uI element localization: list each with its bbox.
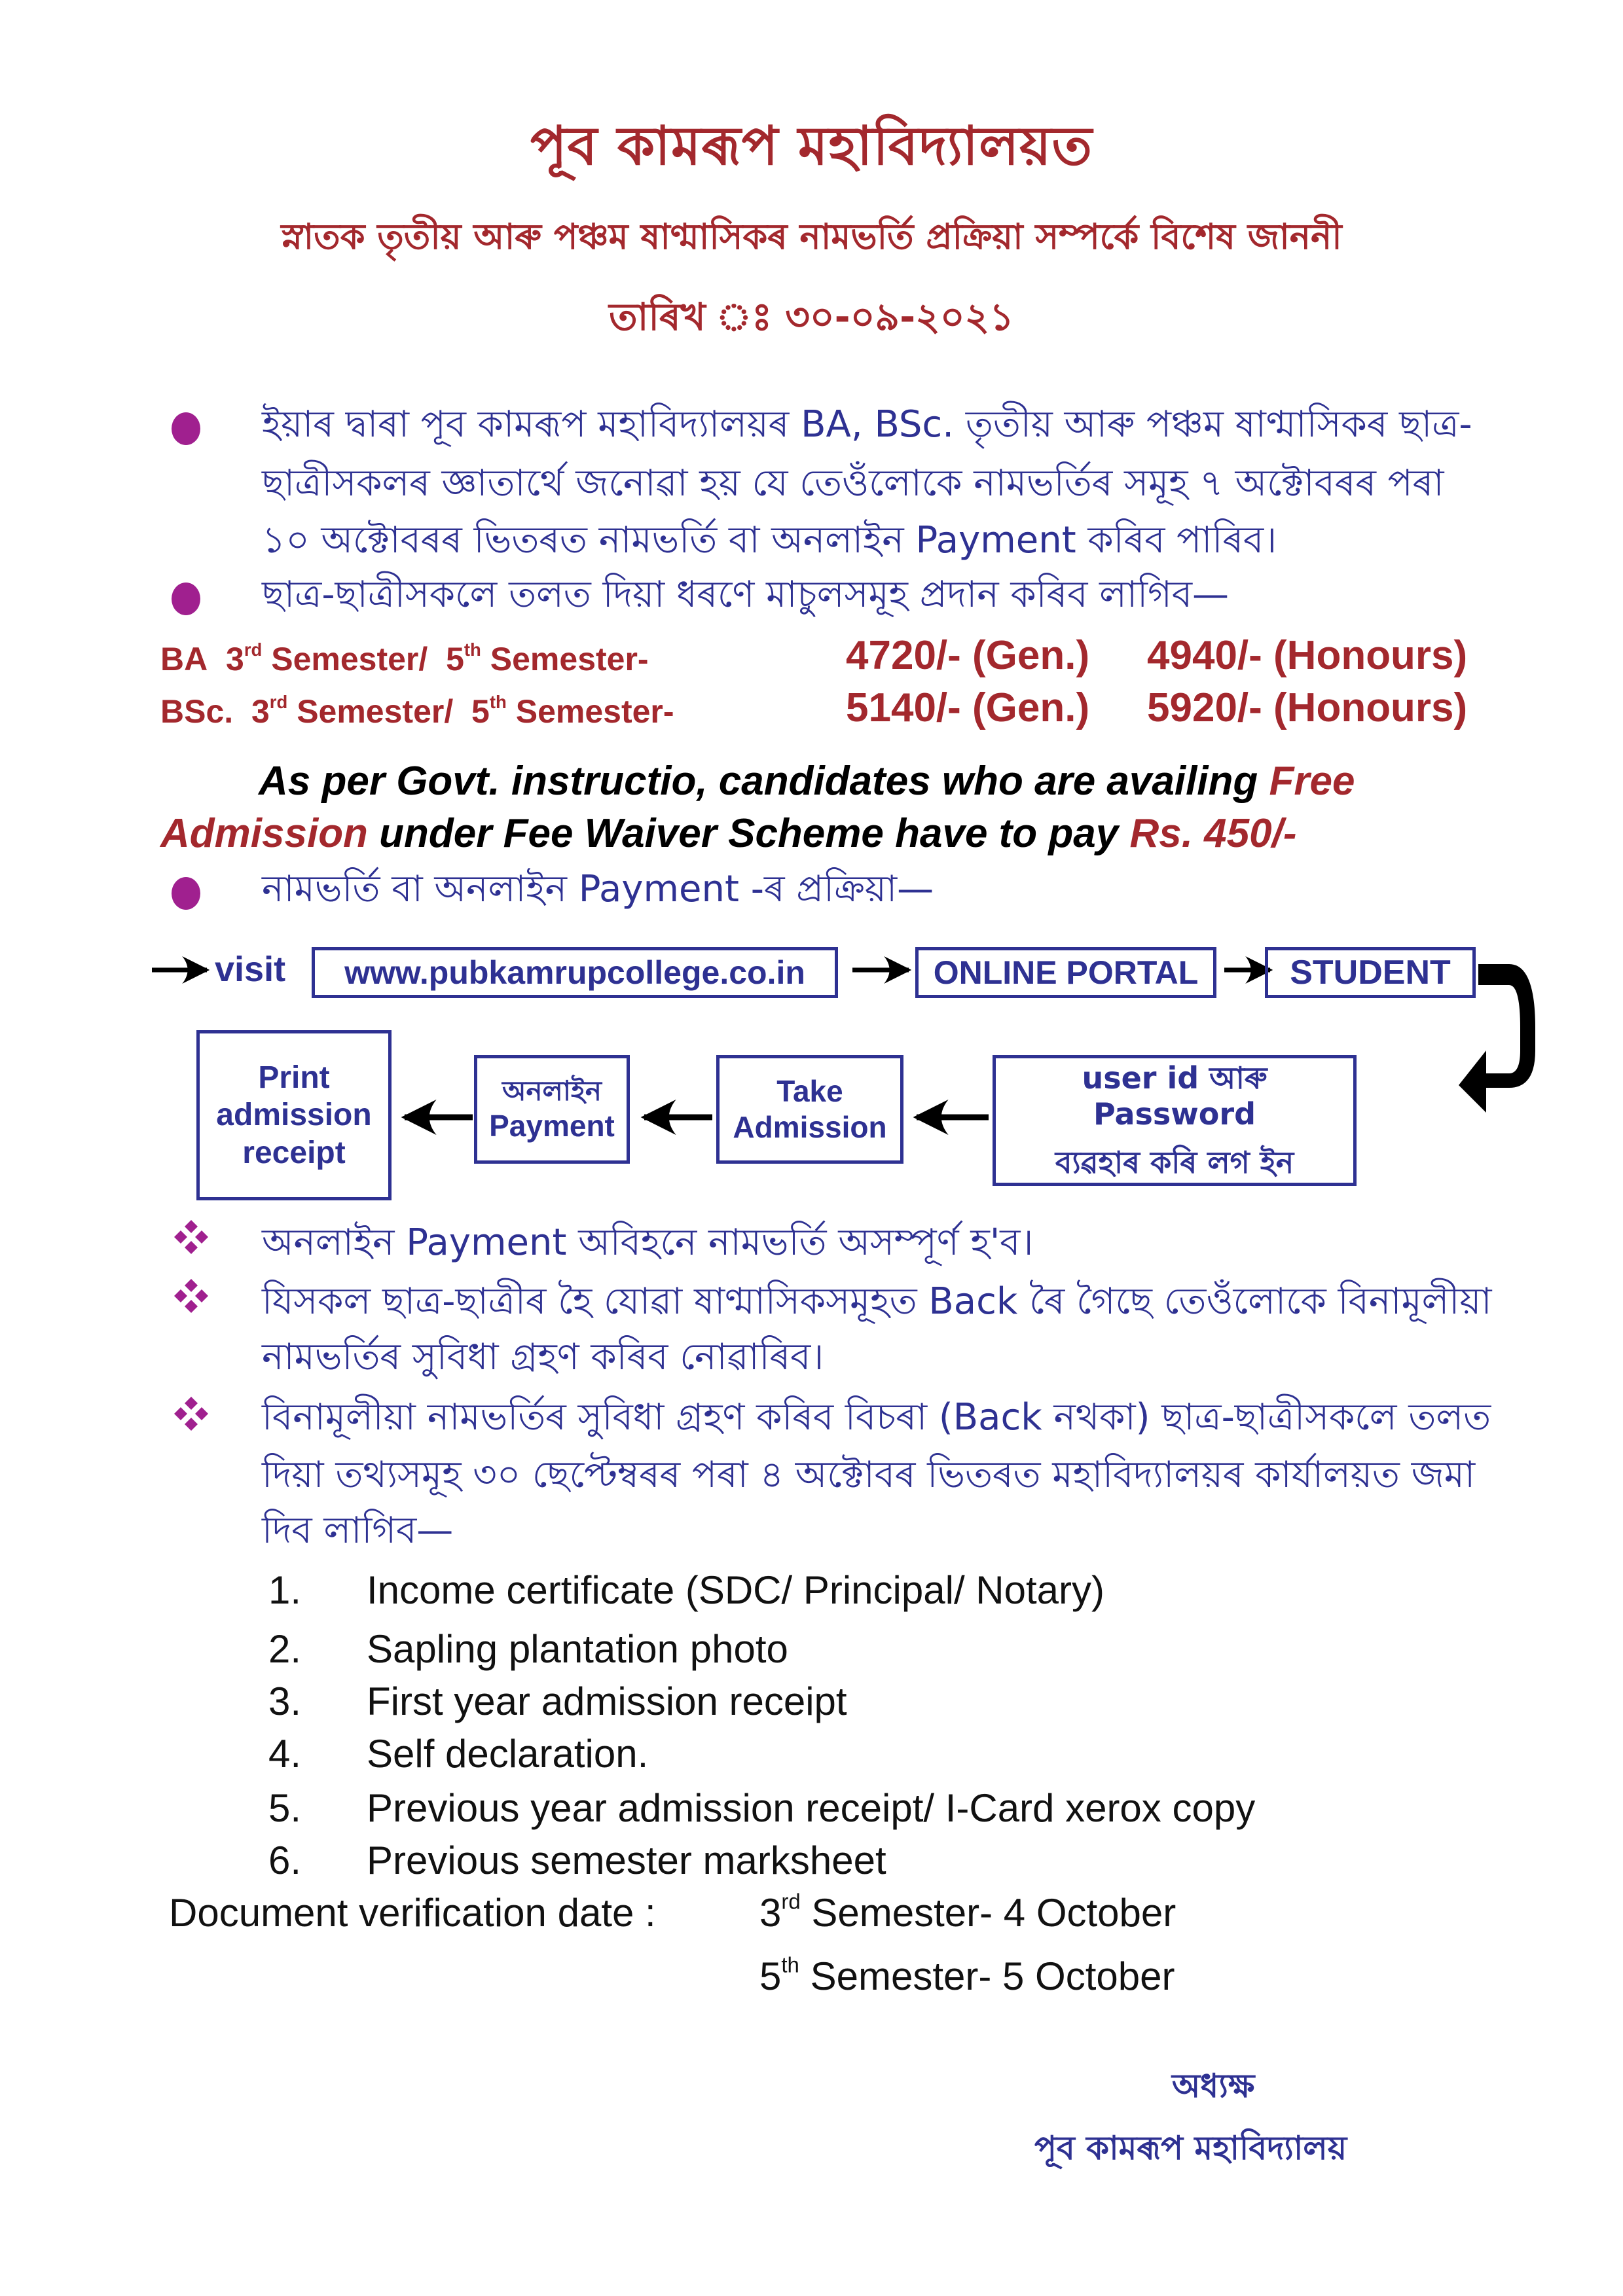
document-number: 4. (268, 1732, 302, 1776)
sem-num: 3 (251, 693, 270, 730)
sem-num: 3 (226, 641, 244, 677)
sem-date: Semester- 4 October (800, 1891, 1176, 1935)
step-label: STUDENT (1290, 953, 1451, 992)
note-back-line-2: নামভৰ্তিৰ সুবিধা গ্ৰহণ কৰিব নোৱাৰিব। (262, 1336, 824, 1378)
login-step (993, 1055, 1357, 1186)
signatory-institution: পূব কামৰূপ মহাবিদ্যালয় (1034, 2129, 1347, 2167)
intro-line-2: ছাত্ৰীসকলৰ জ্ঞাতাৰ্থে জনোৱা হয় যে তেওঁলোকে নামভৰ্তিৰ সমূহ ৭ অক্টোবৰৰ পৰা (262, 462, 1444, 505)
sem-sup: rd (244, 639, 263, 660)
signatory-title: অধ্যক্ষ (1172, 2067, 1255, 2105)
sem-sup: th (781, 1952, 799, 1977)
print-receipt-step (196, 1030, 392, 1200)
step-label: admission (216, 1098, 372, 1133)
sem-label: Semester/ (297, 693, 454, 730)
sem-label: Semester- (490, 641, 649, 677)
sem-num: 5 (759, 1954, 782, 1998)
document-item: Self declaration. (367, 1732, 649, 1776)
note-free-admission-line-1: বিনামূলীয়া নামভৰ্তিৰ সুবিধা গ্ৰহণ কৰিব বিচৰা (Back নথকা) ছাত্ৰ-ছাত্ৰীসকলে তলত (262, 1396, 1491, 1439)
fee-bsc-gen: 5140/- (Gen.) (846, 685, 1090, 730)
sem-num: 5 (446, 641, 464, 677)
sem-date: Semester- 5 October (799, 1954, 1175, 1998)
step-label: Admission (733, 1110, 887, 1144)
sem-sup: rd (269, 692, 288, 712)
note-payment-required: অনলাইন Payment অবিহনে নামভৰ্তি অসম্পূৰ্ণ হ'ব। (262, 1221, 1034, 1264)
diamond-bullet-icon (172, 1276, 211, 1316)
course-name: BA (160, 641, 208, 677)
online-portal-step (915, 947, 1216, 998)
document-item: Previous semester marksheet (367, 1839, 886, 1882)
note-highlight: Admission (160, 811, 368, 856)
document-item: Previous year admission receipt/ I-Card xerox copy (367, 1786, 1256, 1830)
sem-sup: th (464, 639, 481, 660)
verification-sem5 (759, 1954, 1175, 1999)
note-back-line-1: যিসকল ছাত্ৰ-ছাত্ৰীৰ হৈ যোৱা ষাণ্মাসিকসমূহত Back ৰৈ গৈছে তেওঁলোকে বিনামূলীয়া (262, 1280, 1492, 1323)
note-free-admission-line-2: দিয়া তথ্যসমূহ ৩০ ছেপ্টেম্বৰৰ পৰা ৪ অক্টোবৰ ভিতৰত মহাবিদ্যালয়ৰ কাৰ্যালয়ত জমা (262, 1454, 1476, 1496)
fee-intro: ছাত্ৰ-ছাত্ৰীসকলে তলত দিয়া ধৰণে মাচুলসমূহ প্ৰদান কৰিব লাগিব— (262, 573, 1230, 616)
step-label: অনলাইন (502, 1075, 602, 1107)
fee-bsc-honours: 5920/- (Honours) (1147, 685, 1468, 730)
sem-num: 3 (759, 1891, 782, 1935)
note-highlight: Free (1269, 759, 1355, 804)
online-payment-step (474, 1055, 630, 1164)
diamond-bullet-icon (172, 1217, 211, 1257)
visit-label: visit (215, 950, 286, 989)
step-label: ব্যৱহাৰ কৰি লগ ইন (1055, 1144, 1294, 1180)
step-label: user id আৰু Password (1082, 1060, 1267, 1132)
sem-sup: rd (781, 1889, 801, 1914)
step-label: Take (776, 1073, 843, 1108)
website-url[interactable]: www.pubkamrupcollege.co.in (344, 954, 805, 991)
document-number: 6. (268, 1839, 302, 1882)
fee-ba-honours: 4940/- (Honours) (1147, 633, 1468, 678)
step-label: receipt (242, 1135, 346, 1170)
document-number: 5. (268, 1786, 302, 1830)
college-title: পূব কামৰূপ মহাবিদ্যালয়ত (530, 115, 1093, 177)
intro-line-3: ১০ অক্টোবৰৰ ভিতৰত নামভৰ্তি বা অনলাইন Payment কৰিব পাৰিব। (262, 519, 1277, 562)
note-text: As per Govt. instructio, candidates who are availing (259, 759, 1269, 804)
course-name: BSc. (160, 693, 234, 730)
verification-label: Document verification date : (169, 1891, 656, 1935)
note-text: under Fee Waiver Scheme have to pay (367, 811, 1130, 856)
sem-label: Semester- (515, 693, 674, 730)
process-heading: নামভৰ্তি বা অনলাইন Payment -ৰ প্ৰক্ৰিয়া— (262, 868, 934, 910)
document-item: Income certificate (SDC/ Principal/ Notary) (367, 1568, 1104, 1612)
document-item: Sapling plantation photo (367, 1627, 788, 1671)
notice-date: তাৰিখ ঃ ৩০-০৯-২০২১ (609, 295, 1014, 339)
document-number: 3. (268, 1679, 302, 1723)
fee-ba-gen: 4720/- (Gen.) (846, 633, 1090, 678)
document-item: First year admission receipt (367, 1679, 847, 1723)
document-number: 1. (268, 1568, 302, 1612)
sem-num: 5 (471, 693, 490, 730)
document-number: 2. (268, 1627, 302, 1671)
website-link[interactable] (312, 947, 838, 998)
diamond-bullet-icon (172, 1394, 211, 1433)
take-admission-step (716, 1055, 903, 1164)
step-label: ONLINE PORTAL (933, 954, 1199, 991)
note-highlight: Rs. 450/- (1129, 811, 1297, 856)
step-label: Print (258, 1060, 330, 1095)
verification-sem3 (759, 1890, 1176, 1935)
intro-line-1: ইয়াৰ দ্বাৰা পূব কামৰূপ মহাবিদ্যালয়ৰ BA, BSc. তৃতীয় আৰু পঞ্চম ষাণ্মাসিকৰ ছাত্ৰ- (262, 403, 1472, 446)
notice-subject: স্নাতক তৃতীয় আৰু পঞ্চম ষাণ্মাসিকৰ নামভৰ্তি প্ৰক্ৰিয়া সম্পৰ্কে বিশেষ জাননী (281, 216, 1342, 257)
note-free-admission-line-3: দিব লাগিব— (262, 1509, 454, 1552)
student-step (1265, 947, 1476, 998)
sem-label: Semester/ (271, 641, 428, 677)
sem-sup: th (489, 692, 507, 712)
step-label: Payment (489, 1108, 615, 1143)
